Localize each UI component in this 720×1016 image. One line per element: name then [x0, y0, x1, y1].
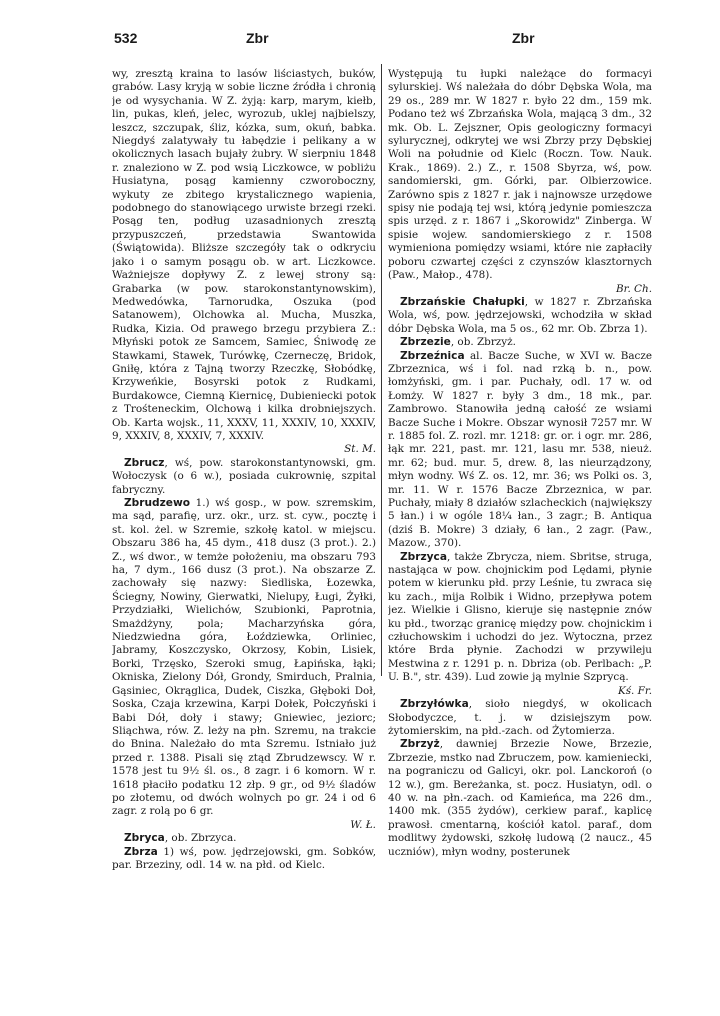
entry-headword: Zbrzyca [400, 550, 447, 563]
left-column [112, 68, 376, 1008]
entry-headword: Zbrzyż [400, 738, 440, 751]
dictionary-entry [112, 497, 376, 832]
entry-headword: Zbrzyłówka [400, 698, 469, 711]
column-divider [381, 64, 382, 676]
entry-text: Występują tu łupki należące do formacyi sylurskiej. Wś należała do dóbr Dębska Wola, ma 29 os., 289 mr. W 1827 r. było 22 dm., 159 mk. Podano też wś Zbrzańska Wola, mającą 3 dm., 32 mk. Ob. L. Zejszner, Opis geologiczny formacyi sylurycznej, odkrytej we wsi Zbrzy przy Dębskiej Woli na południe od Kielc (Roczn. Tow. Nauk. Krak., 1869). 2.) Z., r. 1508 Sbyrza, wś, pow. sandomierski, gm. Górki, par. Olbierzowice. Zarówno spis z 1827 r. jak i najnowsze urzędowe spisy nie podają tej wsi, którą jedynie pomieszcza spis urzęd. z r. 1867 i „Skorowidz" Zinberga. W spisie wojew. sandomierskiego z r. 1508 wymieniona pomiędzy wsiami, które nie zapłaciły poboru czwartej części z czynszów klasztornych (Paw., Małop., 478). [388, 68, 652, 282]
entry-headword: Zbrucz [124, 456, 165, 469]
dictionary-entry [388, 336, 652, 349]
entry-text: , sioło niegdyś, w okolicach Słobodyczce, t. j. w dzisiejszym pow. żytomierskim, na płd.-zach. od Żytomierza. [388, 698, 652, 737]
entry-text: 1.) wś gosp., w pow. szremskim, ma sąd, parafię, urz. okr., urz. st. cyw., pocztę i st. kol. żel. w Szremie, szkołę katol. w miejscu. Obszaru 386 ha, 45 dym., 418 dusz (3 prot.). 2.) Z., wś dwor., w temże położeniu, ma obszaru 793 ha, 7 dym., 166 dusz (3 prot.). Na obszarze Z. zachowały się nazwy: Siedliska, Łozewka, Ściegny, Nowiny, Gierwatki, Nielupy, Ługi, Żyłki, Przydziałki, Wielichów, Szubionki, Paprotnia, Smażdżyny, pola; Macharzyńska góra, Niedzwiedna góra, Łoździewka, Orliniec, Jabramy, Koszczysko, Okrzosy, Kobin, Lisiek, Borki, Trzęsko, Szeroki smug, Łapińska, łąki; Okniska, Zielony Dół, Grondy, Smirduch, Pralnia, Gąsiniec, Okrąglica, Dudek, Ciszka, Głęboki Doł, Soska, Czaja krzewina, Karpi Dołek, Połczyński i Babi Dół, doły i stawy; Gniewiec, jeziorc; Sliąchwa, rów. Z. leży na płn. Szremu, na trakcie do Bnina. Należało do mta Szremu. Istniało już przed r. 1388. Pisali się ztąd Zbrudzewscy. W r. 1578 jest tu 9½ śl. os., 8 zagr. i 6 komorn. W r. 1618 płaciło podatku 12 złp. 9 gr., od 9½ śladów po złotemu, od dwóch wolnych po gr. 24 i od 6 zagr. z rolą po 6 gr. [112, 497, 376, 818]
entry-continuation [388, 68, 652, 296]
entry-text: , ob. Zbrzyż. [450, 336, 516, 349]
dictionary-entry [112, 457, 376, 497]
entry-text: , wś, pow. starokonstantynowski, gm. Wołoczysk (o 6 w.), posiada cukrownię, szpital fabryczny. [112, 456, 376, 496]
entry-headword: Zbrzeźnica [400, 349, 465, 362]
running-head-right: Zbr [512, 30, 535, 46]
entry-text: , w 1827 r. Zbrzańska Wola, wś, pow. jędrzejowski, wchodziła w skład dóbr Dębska Wola, ma 5 os., 62 mr. Ob. Zbrza 1). [388, 295, 652, 335]
entry-text: wy, zresztą kraina to lasów liściastych, buków, grabów. Lasy kryją w sobie liczne źródła i chronią je od wysychania. W Z. żyją: karp, marym, kiełb, lin, pukas, kleń, jelec, wyrozub, uklej najbielszy, leszcz, szczupak, śliz, kózka, sum, okuń, babka. Niegdyś zalatywały tu łabędzie i pelikany a w okolicznych lasach bujały żubry. W sierpniu 1848 r. znaleziono w Z. pod wsią Liczkowce, w pobliżu Husiatyna, posąg kamienny czworoboczny, wykuty ze zbitego krystalicznego wapienia, podobnego do stanowiącego urwiste brzegi rzeki. Posąg ten, podług uzasadnionych zresztą przypuszczeń, przedstawia Swantowida (Świątowida). Bliższe szczegóły tak o odkryciu jako i o samym posągu ob. w art. Liczkowce. Ważniejsze dopływy Z. z lewej strony są: Grabarka (w pow. starokonstantynowskim), Medwedówka, Tarnorudka, Oszuka (pod Satanowem), Olchowka al. Mucha, Muszka, Rudka, Kizia. Od prawego brzegu przybiera Z.: Młyński potok ze Samcem, Samiec, Śniwodę ze Stawkami, Stawek, Turówkę, Czerneczę, Bridok, Gniłę, która z Tajną tworzy Rzeczkę, Słobódkę, Krzyweńkie, Bosyrski potok z Rudkami, Burdakowce, Ciemną Kiernicę, Dubieniecki potok z Trośteneckim, Olchową i kilka drobniejszych. Ob. Karta wojsk., 11, XXXV, 11, XXXIV, 10, XXXIV, 9, XXXIV, 8, XXXIV, 7, XXXIV. [112, 68, 376, 442]
entry-headword: Zbrzańskie Chałupki [400, 295, 525, 308]
dictionary-entry [388, 698, 652, 738]
entry-text: , dawniej Brzezie Nowe, Brzezie, Zbrzezie, mstko nad Zbruczem, pow. kamieniecki, na pograniczu od Galicyi, okr. pol. Lanckoroń (o 12 w.), gm. Bereżanka, st. pocz. Husiatyn, odl. o 40 w. na płn.-zach. od Kamieńca, ma 226 dm., 1400 mk. (355 żydów), cerkiew paraf., kaplicę prawosł. cmentarną, kościół katol. paraf., dom modlitwy żydowski, szkołę ludową (2 naucz., 45 uczniów), młyn wodny, posterunek [388, 738, 652, 858]
entry-continuation [112, 68, 376, 457]
entry-text: , ob. Zbrzyca. [164, 832, 237, 845]
author-signature: Br. Ch. [615, 282, 652, 295]
author-signature: Kś. Fr. [617, 684, 652, 697]
entry-headword: Zbrza [124, 845, 158, 858]
dictionary-entry [388, 551, 652, 698]
running-head-left: Zbr [246, 30, 269, 46]
dictionary-entry [112, 832, 376, 845]
author-signature: St. M. [344, 443, 376, 456]
entry-text: , także Zbrycza, niem. Sbritse, struga, nastająca w pow. chojnickim pod Lędami, płynie potem w kierunku płd. przy Leśnie, tu zwraca się ku zach., mija Rolbik i Widno, przepływa potem jez. Wielkie i Glisno, kieruje się następnie znów ku płd., tworząc granicę między pow. chojnickim i człuchowskim i uchodzi do jez. Wytoczna, przez które Brda płynie. Zachodzi w przywileju Mestwina z r. 1291 p. n. Dbriza (ob. Perlbach: „P. U. B.", str. 439). Lud zowie ją mylnie Szprycą. [388, 550, 652, 684]
dictionary-entry [112, 846, 376, 873]
entry-text: 1) wś, pow. jędrzejowski, gm. Sobków, par. Brzeziny, odl. 14 w. na płd. od Kielc. [112, 845, 376, 871]
entry-text: al. Bacze Suche, w XVI w. Bacze Zbrzeznica, wś i fol. nad rzką b. n., pow. łomżyński, gm. i par. Puchały, odl. 17 w. od Łomży. W 1827 r. były 3 dm., 18 mk., par. Zambrowo. Stanowiła jedną całość ze wsiami Bacze Suche i Mokre. Obszar wynosił 7257 mr. W r. 1885 fol. Z. rozl. mr. 1218: gr. or. i ogr. mr. 286, łąk mr. 221, past. mr. 121, lasu mr. 538, nieuż. mr. 62; bud. mur. 5, drew. 8, las nieurządzony, młyn wodny. Wś Z. os. 12, mr. 36; ws Polki os. 3, mr. 11. W r. 1576 Bacze Zbrzeznica, w par. Puchały, miały 8 działów szlacheckich (największy 5 łan.) i w ogóle 18¼ łan., 3 zagr.; B. Antiqua (dziś B. Mokre) 3 działy, 6 łan., 2 zagr. (Paw., Mazow., 370). [388, 349, 652, 550]
entry-headword: Zbrudzewo [124, 497, 191, 509]
entry-headword: Zbrzezie [400, 336, 451, 349]
dictionary-entry [388, 296, 652, 336]
right-column [388, 68, 652, 1008]
entry-headword: Zbryca [124, 832, 165, 845]
author-signature: W. Ł. [350, 818, 376, 831]
page-header [0, 30, 720, 52]
dictionary-entry [388, 738, 652, 859]
dictionary-entry [388, 350, 652, 551]
page-number: 532 [114, 30, 138, 46]
